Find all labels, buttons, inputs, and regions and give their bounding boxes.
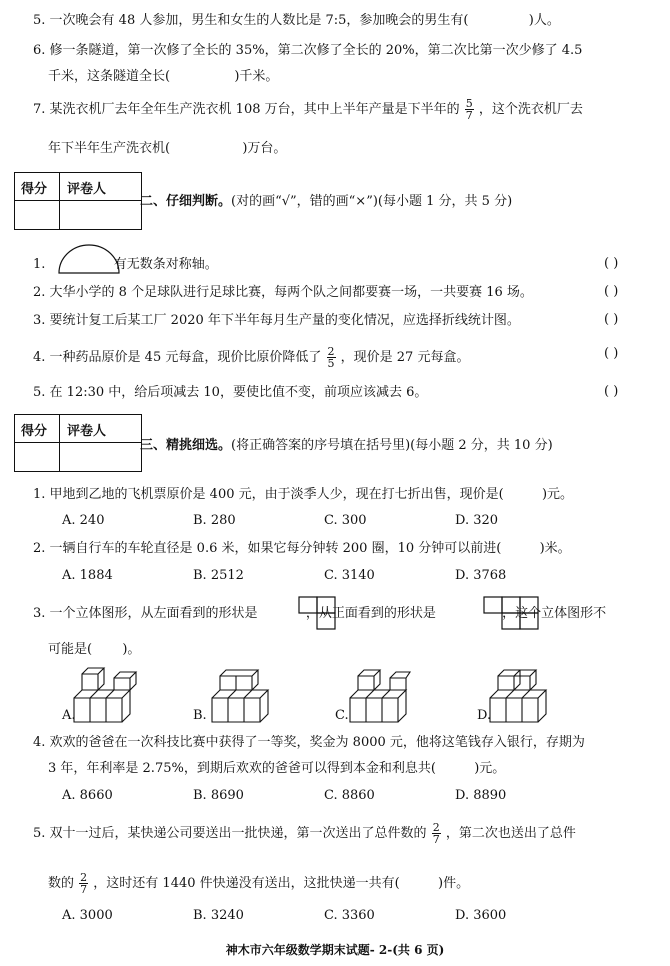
- question-number: 2.: [33, 285, 46, 300]
- option-d[interactable]: D. 320: [455, 513, 499, 528]
- fraction: $\frac{2}{5}$: [327, 345, 335, 370]
- choice-question-4-cont: [48, 760, 505, 778]
- question-text: ，第二次也送出了总件: [445, 826, 576, 841]
- question-text: ，这个洗衣机厂去: [478, 102, 583, 117]
- question-number: 6.: [33, 43, 46, 58]
- fill-question-7-cont: [48, 140, 286, 158]
- option-b[interactable]: B.: [193, 708, 207, 723]
- question-text: ，这时还有 1440 件快递没有送出，这批快递一共有(: [93, 876, 400, 891]
- question-number: 3.: [33, 606, 46, 621]
- question-number: 2.: [33, 541, 46, 556]
- question-text-end: )件。: [438, 876, 470, 891]
- option-a[interactable]: A.: [62, 708, 76, 723]
- question-text: 年下半年生产洗衣机(: [48, 141, 171, 156]
- choice-question-2: [33, 540, 571, 558]
- fraction: $\frac{2}{7}$: [80, 871, 88, 896]
- score-label: 得分: [21, 182, 48, 197]
- question-text: 可能是(: [48, 642, 93, 657]
- question-text: 一次晚会有 48 人参加，男生和女生的人数比是 7:5，参加晚会的男生有(: [49, 13, 469, 28]
- answer-parens[interactable]: ( ): [604, 256, 619, 271]
- section-2-heading: [140, 190, 512, 209]
- option-b[interactable]: B. 280: [193, 513, 236, 528]
- section-title: 二、仔细判断。: [140, 194, 232, 209]
- question-text: 欢欢的爸爸在一次科技比赛中获得了一等奖，奖金为 8000 元，他将这笔钱存入银行，存期为: [49, 735, 585, 750]
- choice-question-4: [33, 734, 585, 752]
- question-number: 5.: [33, 385, 46, 400]
- judge-question-5: [33, 384, 427, 402]
- question-text: 千米，这条隧道全长(: [48, 69, 171, 84]
- section-desc: (将正确答案的序号填在括号里)(每小题 2 分，共 10 分): [231, 438, 553, 453]
- question-text: 大华小学的 8 个足球队进行足球比赛，每两个队之间都要赛一场，一共要赛 16 场。: [49, 285, 533, 300]
- answer-parens[interactable]: ( ): [604, 312, 619, 327]
- question-text: ，从正面看到的形状是: [305, 606, 436, 621]
- question-text: 要统计复工后某工厂 2020 年下半年每月生产量的变化情况，应选择折线统计图。: [49, 313, 520, 328]
- option-d[interactable]: D.: [477, 708, 492, 723]
- front-view-figure: [483, 596, 539, 630]
- fraction: $\frac{5}{7}$: [465, 97, 473, 122]
- choice-question-5-cont: [48, 872, 469, 895]
- question-number: 5.: [33, 826, 46, 841]
- option-c[interactable]: C. 3140: [324, 568, 375, 583]
- question-text: 甲地到乙地的飞机票原价是 400 元，由于淡季人少，现在打七折出售，现价是(: [49, 487, 504, 502]
- answer-parens[interactable]: ( ): [604, 284, 619, 299]
- grader-label: 评卷人: [67, 424, 107, 439]
- judge-question-4: [33, 346, 469, 369]
- option-c[interactable]: C. 300: [324, 513, 367, 528]
- question-text: 在 12:30 中，给后项减去 10，要使比值不变，前项应该减去 6。: [49, 385, 428, 400]
- option-b[interactable]: B. 8690: [193, 788, 244, 803]
- judge-question-3: [33, 312, 520, 330]
- fraction: $\frac{2}{7}$: [432, 821, 440, 846]
- fill-question-6: [33, 42, 582, 60]
- question-text-end: )万台。: [242, 141, 287, 156]
- fill-question-6-cont: [48, 68, 278, 86]
- answer-parens[interactable]: ( ): [604, 346, 619, 361]
- question-text: 有无数条对称轴。: [113, 257, 218, 272]
- page-footer: 神木市六年级数学期末试题- 2-(共 6 页): [225, 943, 445, 957]
- option-a[interactable]: A. 240: [62, 513, 105, 528]
- option-d[interactable]: D. 3768: [455, 568, 507, 583]
- cube-figure-c: [338, 668, 412, 724]
- question-number: 7.: [33, 102, 46, 117]
- question-number: 4.: [33, 735, 46, 750]
- question-number: 1.: [33, 257, 46, 272]
- fill-question-5: [33, 12, 560, 30]
- score-box: [14, 414, 142, 472]
- section-desc: (对的画“√”，错的画“×”)(每小题 1 分，共 5 分): [231, 194, 513, 209]
- fill-question-7: [33, 98, 583, 121]
- cube-figure-a: [72, 668, 142, 724]
- question-number: 3.: [33, 313, 46, 328]
- question-text-end: )千米。: [234, 69, 279, 84]
- option-b[interactable]: B. 2512: [193, 568, 244, 583]
- option-d[interactable]: D. 8890: [455, 788, 507, 803]
- section-title: 三、精挑细选。: [140, 438, 232, 453]
- question-number: 4.: [33, 350, 46, 365]
- semicircle-figure: [58, 244, 120, 274]
- question-text: 双十一过后，某快递公司要送出一批快递，第一次送出了总件数的: [49, 826, 427, 841]
- question-text-end: )元。: [474, 761, 506, 776]
- question-text: 一个立体图形，从左面看到的形状是: [49, 606, 258, 621]
- option-c[interactable]: C. 3360: [324, 908, 375, 923]
- option-c[interactable]: C. 8860: [324, 788, 375, 803]
- score-box: [14, 172, 142, 230]
- score-label: 得分: [21, 424, 48, 439]
- question-text: 修一条隧道，第一次修了全长的 35%，第二次修了全长的 20%，第二次比第一次少修了 4.5: [49, 43, 583, 58]
- question-text: 数的: [48, 876, 75, 891]
- option-b[interactable]: B. 3240: [193, 908, 244, 923]
- answer-parens[interactable]: ( ): [604, 384, 619, 399]
- question-text: 3 年，年利率是 2.75%，到期后欢欢的爸爸可以得到本金和利息共(: [48, 761, 436, 776]
- question-number: 1.: [33, 487, 46, 502]
- question-text-end: )米。: [539, 541, 571, 556]
- question-text: ，现价是 27 元每盒。: [340, 350, 470, 365]
- cube-figure-d: [486, 666, 558, 724]
- question-text: 一辆自行车的车轮直径是 0.6 米，如果它每分钟转 200 圈，10 分钟可以前进(: [49, 541, 502, 556]
- choice-question-5: [33, 822, 576, 845]
- judge-question-2: [33, 284, 533, 302]
- option-c[interactable]: C.: [335, 708, 349, 723]
- cube-figure-b: [208, 668, 278, 724]
- choice-question-1: [33, 486, 573, 504]
- option-a[interactable]: A. 3000: [62, 908, 113, 923]
- option-d[interactable]: D. 3600: [455, 908, 507, 923]
- question-number: 5.: [33, 13, 46, 28]
- section-3-heading: [140, 434, 553, 453]
- grader-label: 评卷人: [67, 182, 107, 197]
- question-text: 一种药品原价是 45 元每盒，现价比原价降低了: [49, 350, 322, 365]
- option-a[interactable]: A. 8660: [62, 788, 113, 803]
- left-view-figure: [298, 596, 338, 630]
- question-text-end: )。: [122, 642, 141, 657]
- option-a[interactable]: A. 1884: [62, 568, 113, 583]
- question-text-end: )人。: [528, 13, 560, 28]
- question-text-end: )元。: [541, 487, 574, 502]
- question-text: 某洗衣机厂去年全年生产洗衣机 108 万台，其中上半年产量是下半年的: [49, 102, 460, 117]
- question-text: ，这个立体图形不: [502, 606, 607, 621]
- choice-question-3-cont: [48, 641, 140, 659]
